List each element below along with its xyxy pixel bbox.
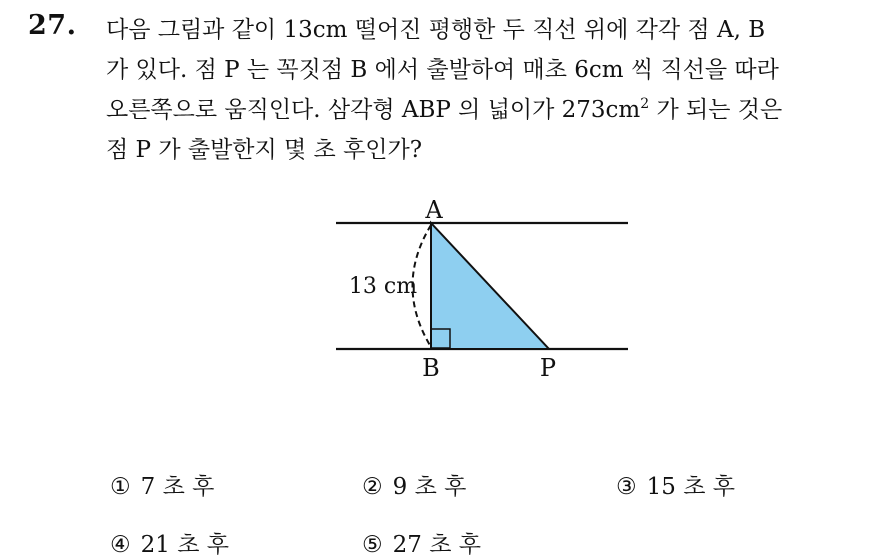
choice-1[interactable]: [110, 468, 214, 501]
choice-4-text: 21 초 후: [140, 532, 229, 558]
choice-5-marker: ⑤: [362, 532, 383, 558]
choice-5-text: 27 초 후: [392, 532, 481, 558]
choice-3[interactable]: [616, 468, 735, 501]
problem-text: [106, 10, 866, 170]
label-a: A: [425, 196, 443, 224]
choice-3-text: 15 초 후: [646, 474, 735, 500]
area-unit-exponent: 2: [640, 96, 650, 112]
distance-label: 13 cm: [348, 274, 418, 299]
problem-line-3-start: 오른쪽으로 움직인다. 삼각형 ABP 의 넓이가 273cm: [106, 97, 641, 123]
choice-2-text: 9 초 후: [392, 474, 467, 500]
answer-choices: [110, 464, 870, 558]
problem-number: 27.: [28, 10, 77, 41]
label-p: P: [539, 354, 557, 382]
problem-line-4: 점 P 가 출발한지 몇 초 후인가?: [106, 137, 423, 163]
triangle-abp: [431, 223, 549, 349]
figure-svg: [330, 188, 636, 384]
choice-2[interactable]: [362, 468, 466, 501]
problem-line-3: [106, 90, 866, 130]
choice-2-marker: ②: [362, 474, 383, 500]
choice-4-marker: ④: [110, 532, 131, 558]
triangle-figure: [330, 188, 636, 384]
label-b: B: [422, 354, 440, 382]
choice-3-marker: ③: [616, 474, 637, 500]
problem-line-2: 가 있다. 점 P 는 꼭짓점 B 에서 출발하여 매초 6cm 씩 직선을 따라: [106, 57, 779, 83]
choice-1-marker: ①: [110, 474, 131, 500]
problem-line-3-end: 가 되는 것은: [649, 97, 783, 123]
choice-4[interactable]: [110, 526, 229, 559]
choice-5[interactable]: [362, 526, 481, 559]
problem-line-1: 다음 그림과 같이 13cm 떨어진 평행한 두 직선 위에 각각 점 A, B: [106, 17, 766, 43]
choice-1-text: 7 초 후: [140, 474, 215, 500]
